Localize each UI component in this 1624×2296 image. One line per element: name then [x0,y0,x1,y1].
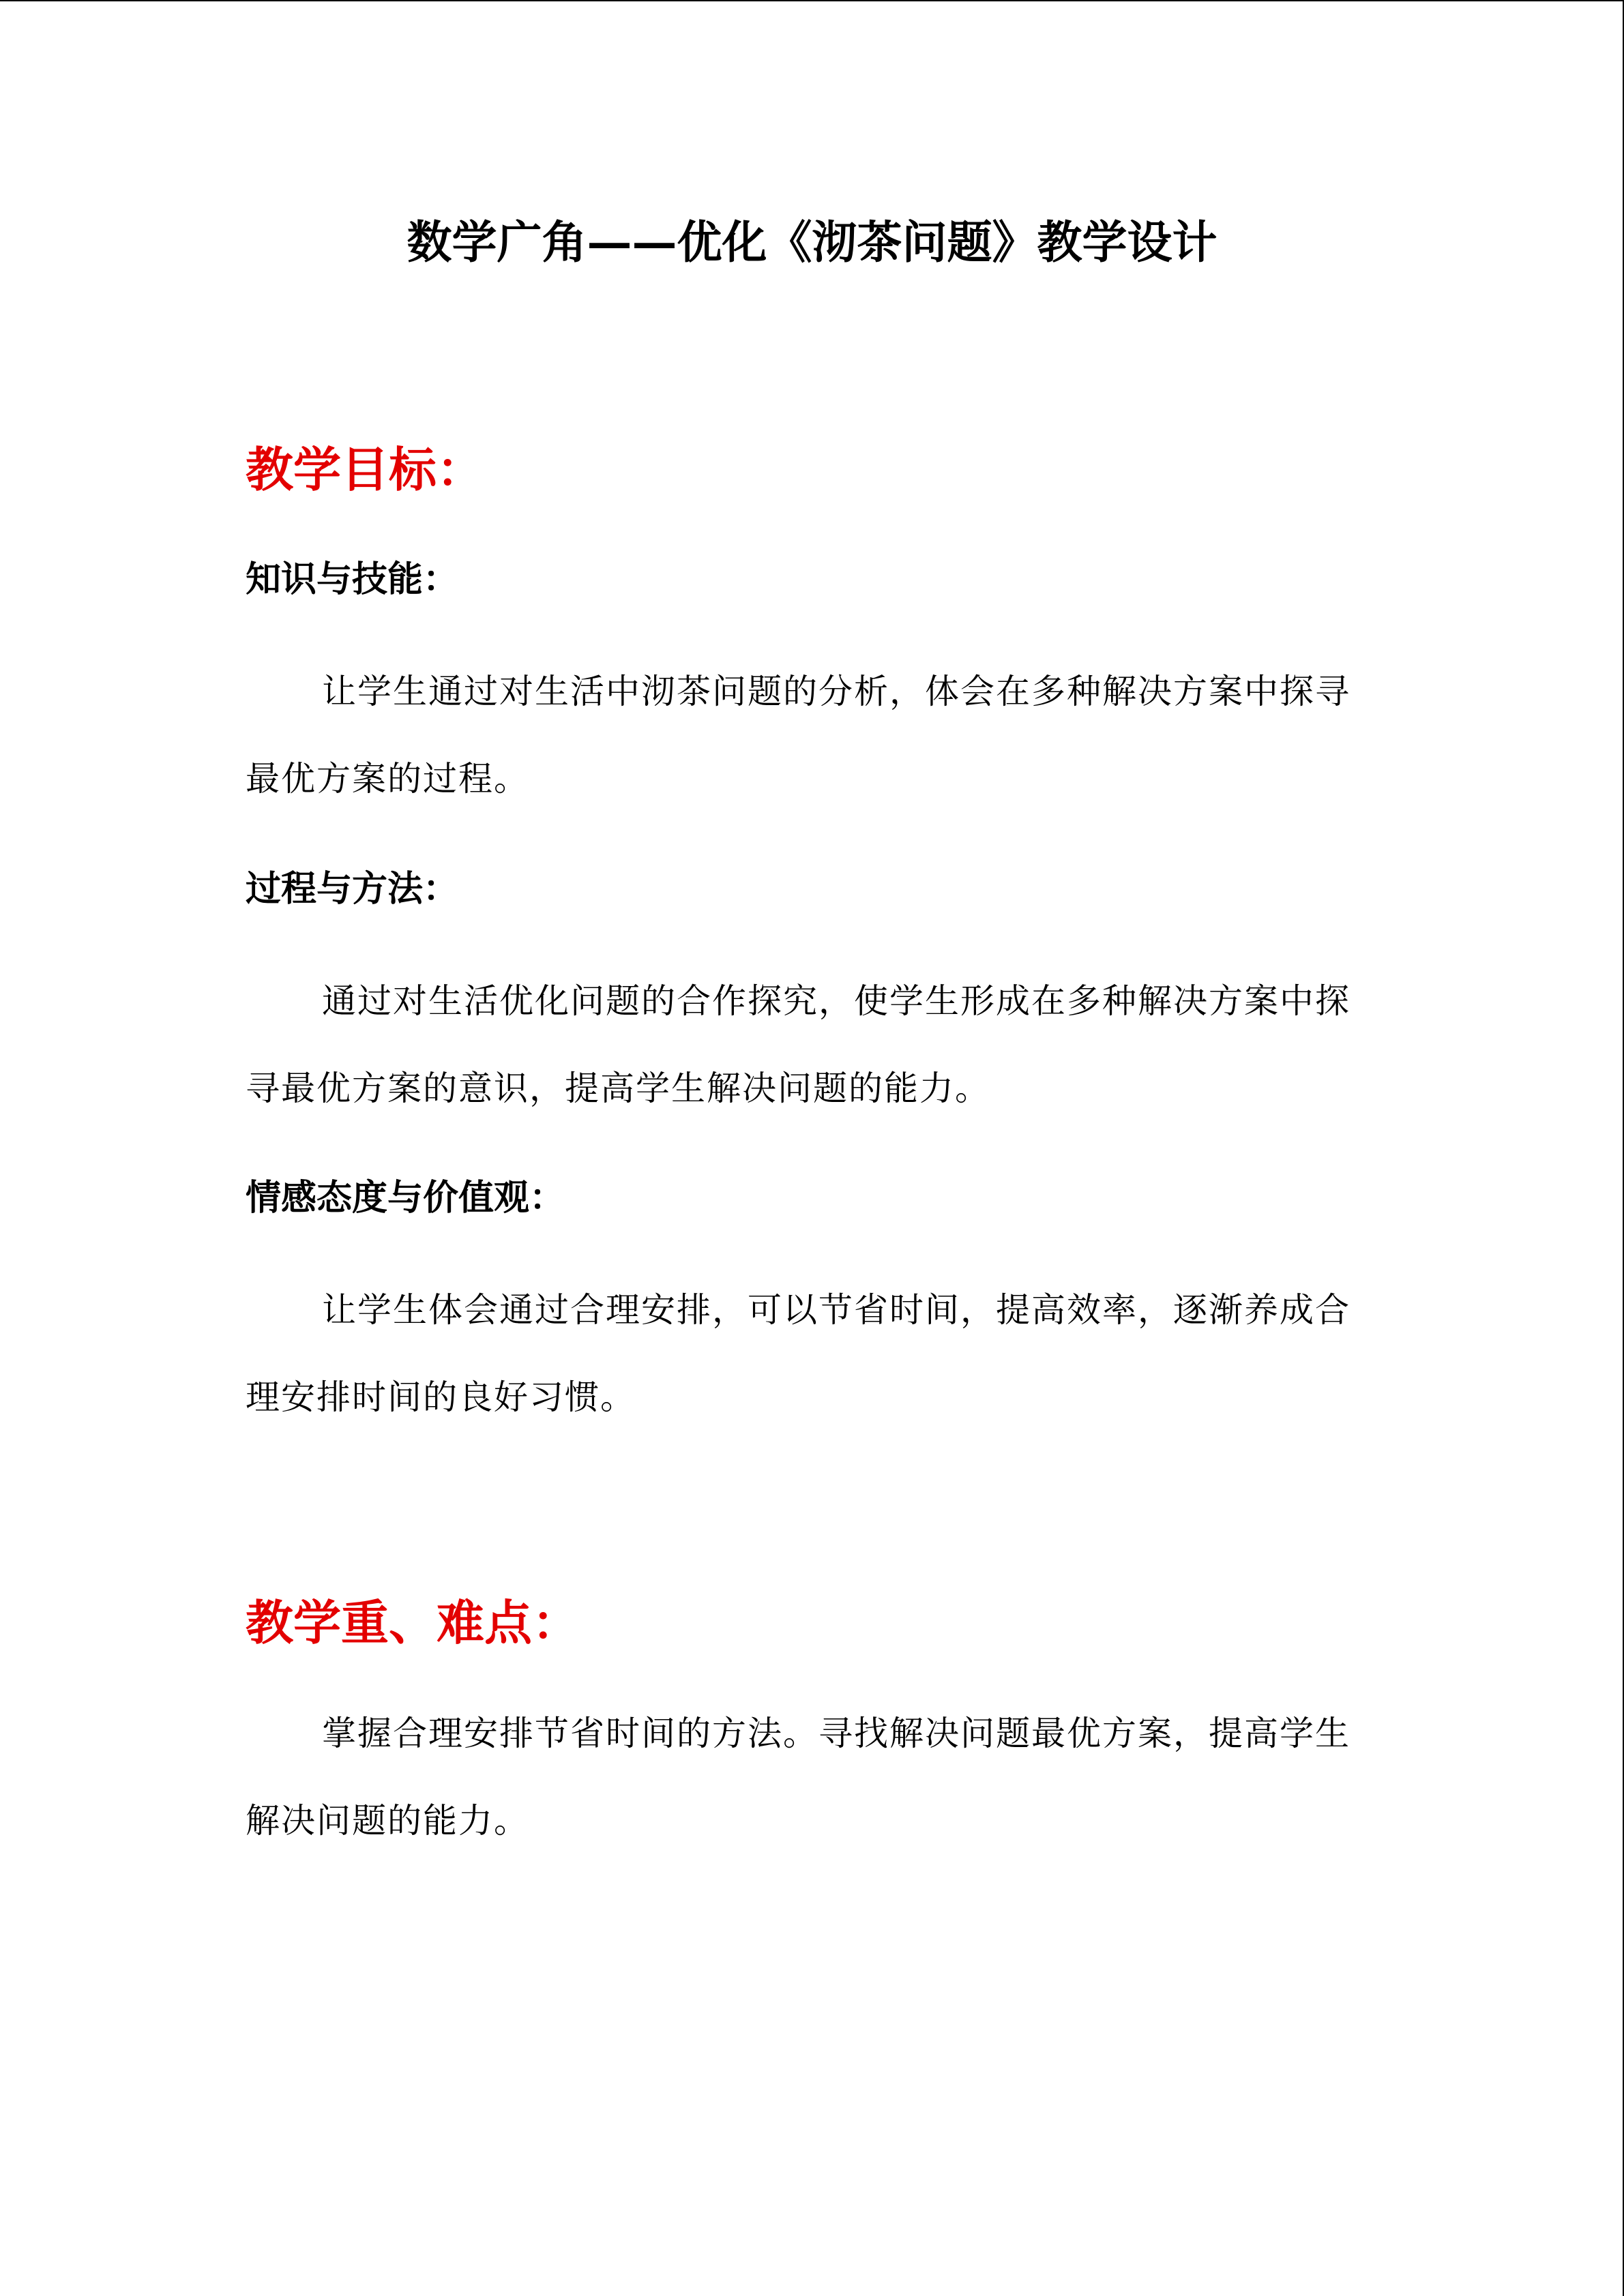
paragraph-emotion-attitude-values: 让学生体会通过合理安排，可以节省时间，提高效率，逐渐养成合理安排时间的良好习惯。 [246,1290,1350,1417]
subheading-process-method: 过程与方法： [246,869,459,910]
section-heading-objectives: 教学目标： [246,441,484,498]
document-title: 数学广角——优化《沏茶问题》教学设计 [407,215,1217,269]
paragraph-knowledge-skills: 让学生通过对生活中沏茶问题的分析，体会在多种解决方案中探寻最优方案的过程。 [246,672,1350,799]
paragraph-key-difficult-points: 掌握合理安排节省时间的方法。寻找解决问题最优方案，提高学生解决问题的能力。 [246,1714,1350,1840]
section-heading-key-difficult-points: 教学重、难点： [246,1594,580,1651]
subheading-knowledge-skills: 知识与技能： [246,559,459,600]
paragraph-process-method: 通过对生活优化问题的合作探究，使学生形成在多种解决方案中探寻最优方案的意识，提高学生解决问题的能力。 [246,981,1350,1108]
subheading-emotion-attitude-values: 情感态度与价值观： [246,1178,565,1219]
